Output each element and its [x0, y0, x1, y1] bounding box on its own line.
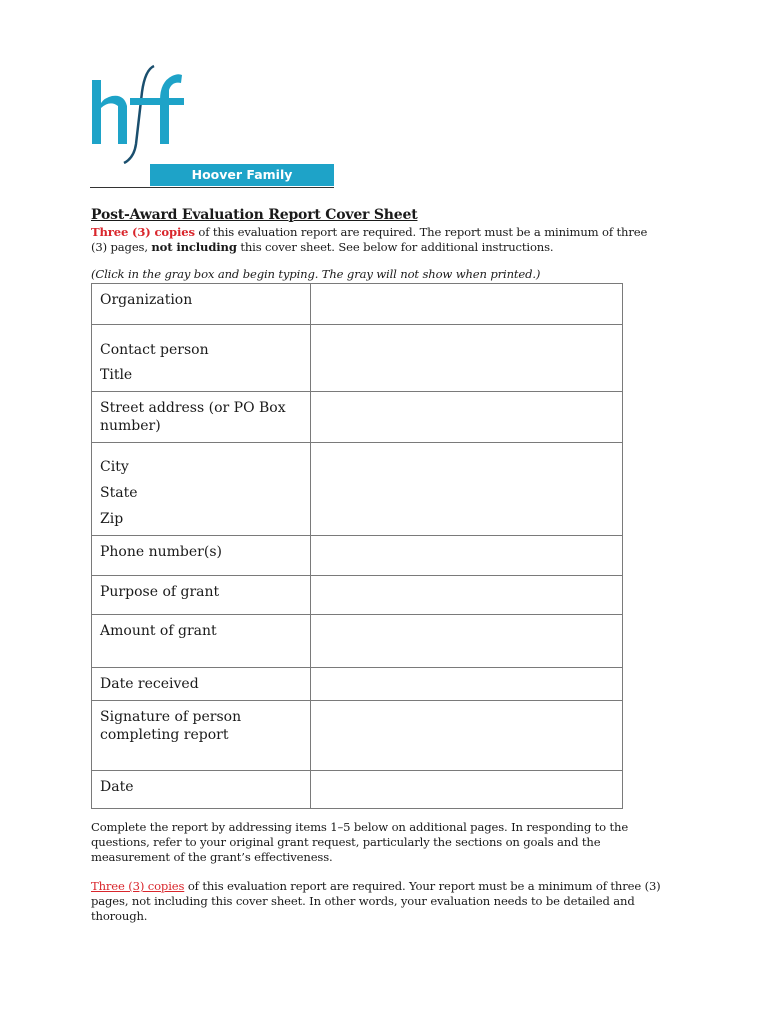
street-address-field[interactable]: [311, 392, 623, 443]
contact-person-label: Contact person: [100, 342, 209, 358]
cover-sheet-form: [91, 283, 623, 809]
form-row-street: [92, 392, 623, 443]
title-label: Title: [100, 367, 133, 383]
logo-org-name: Hoover Family Foundation: [150, 164, 334, 186]
form-row-city-state-zip: [92, 443, 623, 536]
label-signature: [92, 701, 311, 771]
form-row-date: [92, 771, 623, 809]
amount-label: Amount of grant: [100, 623, 217, 639]
reminder-text: of this evaluation report are required. Your report must be a minimum of three (3) pages, not including this cover sheet. In other words, your evaluation needs to be detailed and thorough.: [91, 879, 661, 923]
label-purpose: [92, 576, 311, 615]
intro-copies-highlight: Three (3) copies: [91, 225, 195, 239]
form-row-phone: [92, 536, 623, 576]
label-phone: [92, 536, 311, 576]
zip-label: Zip: [100, 511, 124, 527]
label-contact: [92, 325, 311, 392]
form-row-signature: [92, 701, 623, 771]
form-row-organization: [92, 284, 623, 325]
purpose-field[interactable]: [311, 576, 623, 615]
date-received-label: Date received: [100, 676, 199, 692]
phone-field[interactable]: [311, 536, 623, 576]
signature-label: Signature of person completing report: [100, 709, 242, 743]
form-row-amount: [92, 615, 623, 668]
form-row-date-received: [92, 668, 623, 701]
logo-divider: [90, 187, 334, 188]
intro-text-2: this cover sheet. See below for additional instructions.: [236, 240, 554, 254]
date-field[interactable]: [311, 771, 623, 809]
city-state-zip-field[interactable]: [311, 443, 623, 536]
instructions-paragraph: Complete the report by addressing items 1–5 below on additional pages. In responding to the questions, refer to your original grant request, particularly the sections on goals and the measurement of the grant’s effectiveness.: [91, 820, 629, 864]
copies-reminder-paragraph: [91, 879, 691, 924]
form-row-purpose: [92, 576, 623, 615]
intro-text-1: of this evaluation report are required. The report must be a minimum of three (3) pages,: [91, 225, 648, 254]
label-date: [92, 771, 311, 809]
amount-field[interactable]: [311, 615, 623, 668]
phone-label: Phone number(s): [100, 544, 222, 560]
state-label: State: [100, 485, 138, 501]
signature-field[interactable]: [311, 701, 623, 771]
click-instruction: (Click in the gray box and begin typing. The gray will not show when printed.): [91, 267, 541, 281]
purpose-label: Purpose of grant: [100, 584, 220, 600]
hff-monogram-icon: [90, 62, 190, 164]
page-title: Post-Award Evaluation Report Cover Sheet: [91, 207, 418, 223]
label-date-received: [92, 668, 311, 701]
date-received-field[interactable]: [311, 668, 623, 701]
label-street: [92, 392, 311, 443]
foundation-logo: [90, 62, 335, 204]
contact-person-field[interactable]: [311, 325, 623, 392]
intro-paragraph: [91, 225, 661, 255]
date-label: Date: [100, 779, 134, 795]
intro-not-including: not including: [151, 240, 237, 254]
city-label: City: [100, 459, 129, 475]
label-city-state-zip: [92, 443, 311, 536]
label-organization: [92, 284, 311, 325]
organization-field[interactable]: [311, 284, 623, 325]
organization-label: Organization: [100, 292, 193, 308]
form-row-contact: [92, 325, 623, 392]
reminder-copies-link: Three (3) copies: [91, 879, 185, 893]
label-amount: [92, 615, 311, 668]
street-address-label: Street address (or PO Box number): [100, 400, 286, 434]
